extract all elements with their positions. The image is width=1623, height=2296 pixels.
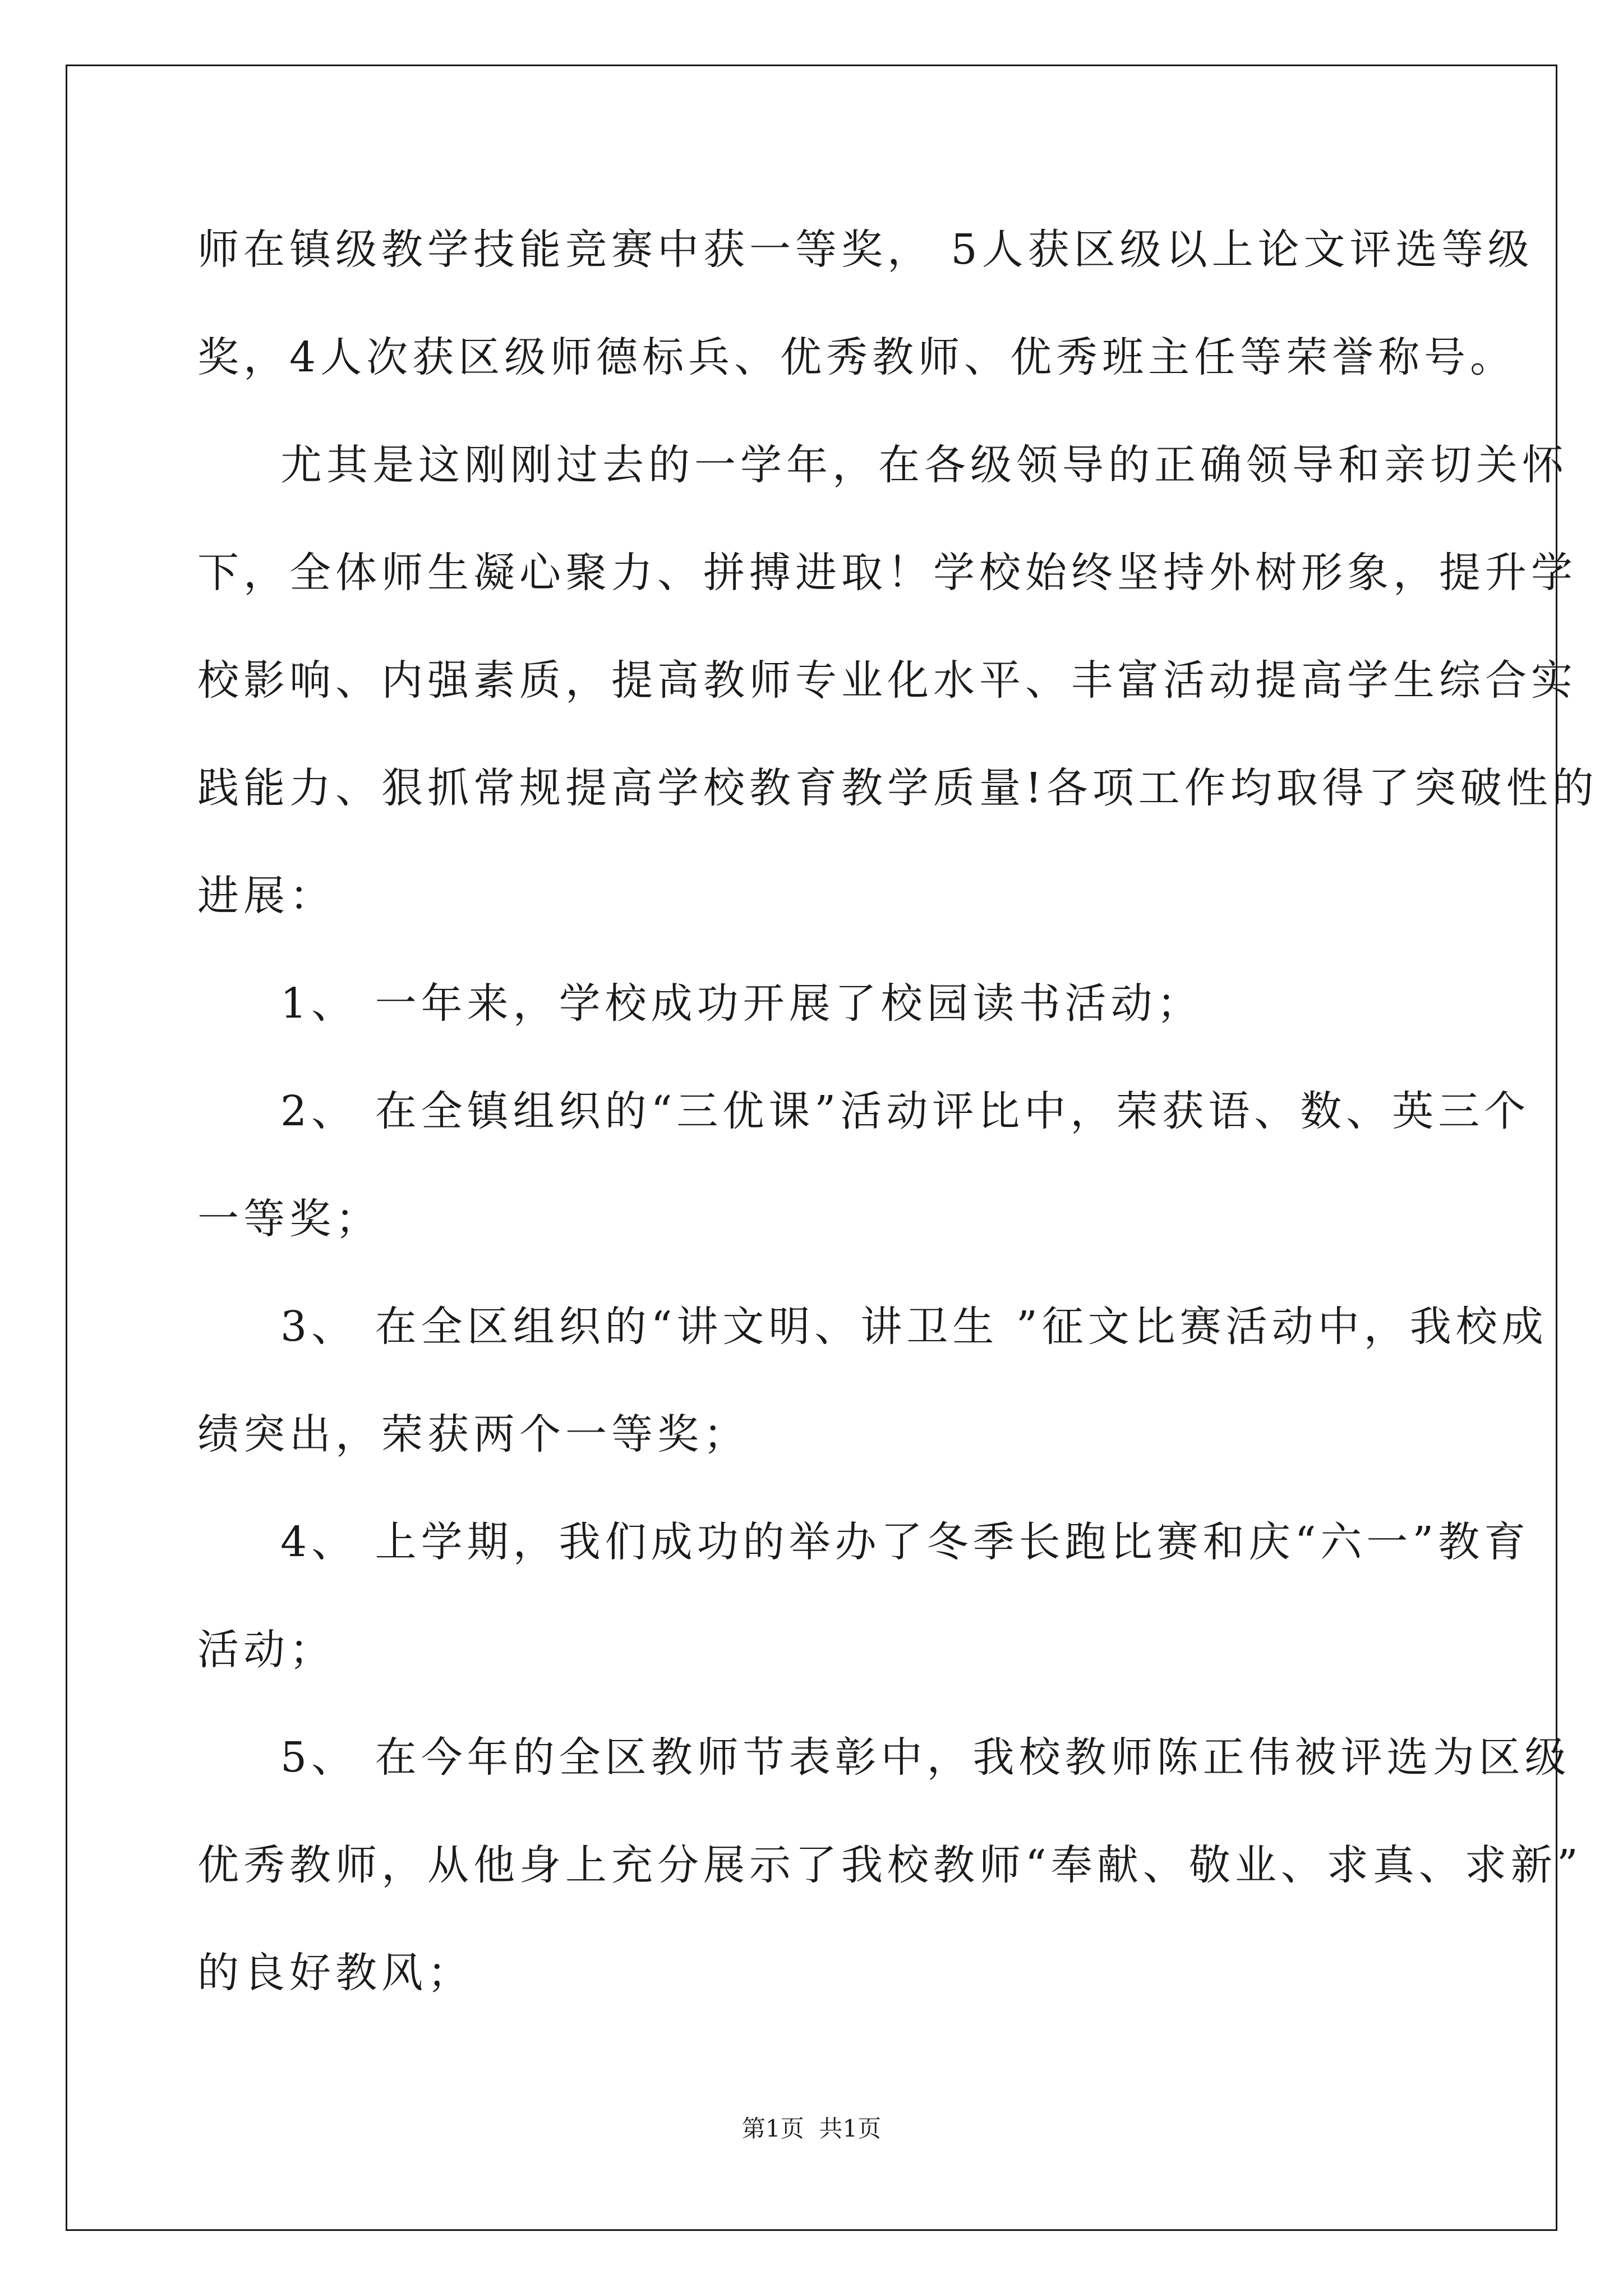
list-item: 3、 在全区组织的“讲文明、讲卫生 ”征文比赛活动中，我校成 xyxy=(280,1303,1548,1351)
text-line: 绩突出，荣获两个一等奖； xyxy=(197,1410,749,1458)
text-line: 进展： xyxy=(197,872,335,920)
page-border xyxy=(66,65,1557,2231)
text-line: 活动； xyxy=(197,1626,335,1674)
text-line: 一等奖； xyxy=(197,1195,381,1243)
text-line: 践能力、狠抓常规提高学校教育教学质量!各项工作均取得了突破性的 xyxy=(197,764,1598,812)
text-line: 优秀教师，从他身上充分展示了我校教师“奉献、敬业、求真、求新” xyxy=(197,1841,1583,1889)
text-line: 下，全体师生凝心聚力、拼搏进取！学校始终坚持外树形象，提升学 xyxy=(197,549,1577,597)
list-item: 5、 在今年的全区教师节表彰中，我校教师陈正伟被评选为区级 xyxy=(280,1733,1571,1782)
paragraph-start: 尤其是这刚刚过去的一学年，在各级领导的正确领导和亲切关怀 xyxy=(280,441,1568,489)
list-item: 4、 上学期，我们成功的举办了冬季长跑比赛和庆“六一”教育 xyxy=(280,1518,1530,1566)
text-line: 校影响、内强素质，提高教师专业化水平、丰富活动提高学生综合实 xyxy=(197,656,1577,705)
page-footer: 第1页 共1页 xyxy=(741,2115,882,2142)
list-item: 1、 一年来，学校成功开展了校园读书活动； xyxy=(280,979,1203,1028)
text-line: 奖，4人次获区级师德标兵、优秀教师、优秀班主任等荣誉称号。 xyxy=(197,333,1516,381)
list-item: 2、 在全镇组织的“三优课”活动评比中，荣获语、数、英三个 xyxy=(280,1087,1530,1135)
text-line: 的良好教风； xyxy=(197,1949,473,1997)
text-line: 师在镇级教学技能竞赛中获一等奖， 5人获区级以上论文评选等级 xyxy=(197,226,1534,274)
